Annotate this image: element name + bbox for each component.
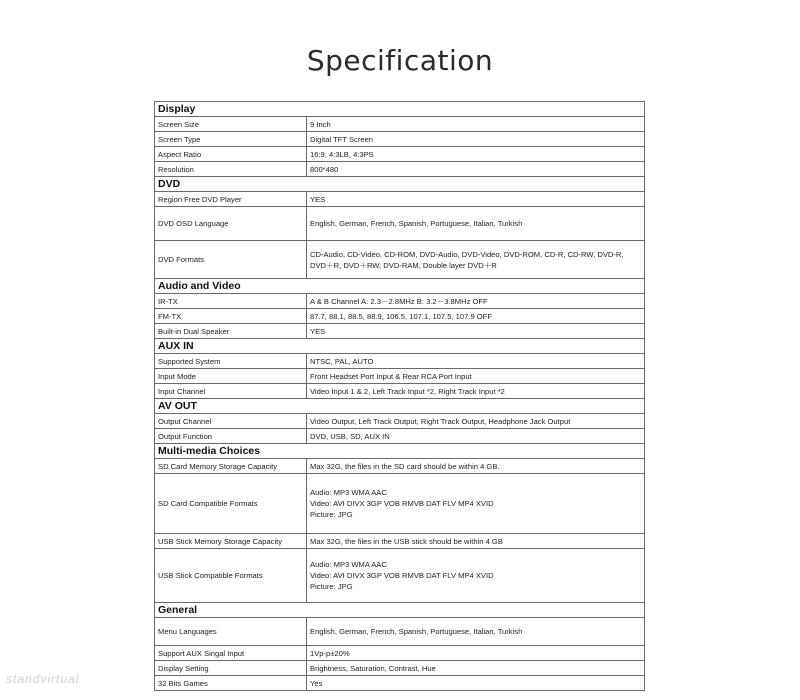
format-line: Video: AVI DIVX 3GP VOB RMVB DAT FLV MP4 XVID: [310, 499, 494, 508]
spec-label: DVD OSD Language: [155, 207, 307, 241]
spec-label: IR-TX: [155, 294, 307, 309]
table-row: [155, 162, 645, 177]
spec-value: 9 Inch: [307, 117, 645, 132]
spec-value: Max 32G, the files in the USB stick should be within 4 GB: [307, 534, 645, 549]
spec-value: Yes: [307, 676, 645, 691]
spec-label: USB Stick Compatible Formats: [155, 549, 307, 603]
spec-value: Video Input 1 & 2, Left Track Input *2, Right Track Input *2: [307, 384, 645, 399]
table-row: [155, 241, 645, 279]
format-line: Video: AVI DIVX 3GP VOB RMVB DAT FLV MP4 XVID: [310, 571, 494, 580]
spec-label: Screen Size: [155, 117, 307, 132]
spec-label: Aspect Ratio: [155, 147, 307, 162]
spec-value: A & B Channel A: 2.3－2.8MHz B: 3.2－3.8MHz OFF: [307, 294, 645, 309]
spec-label: Built-in Dual Speaker: [155, 324, 307, 339]
spec-label: Supported System: [155, 354, 307, 369]
spec-label: SD Card Compatible Formats: [155, 474, 307, 534]
spec-label: Input Channel: [155, 384, 307, 399]
table-row: [155, 294, 645, 309]
table-row: [155, 661, 645, 676]
section-header: Display: [155, 102, 645, 117]
section-header: Multi-media Choices: [155, 444, 645, 459]
table-row: [155, 534, 645, 549]
table-row: [155, 549, 645, 603]
format-line: Audio: MP3 WMA AAC: [310, 488, 387, 497]
spec-label: Menu Languages: [155, 618, 307, 646]
spec-value: YES: [307, 192, 645, 207]
section-header: AV OUT: [155, 399, 645, 414]
section-header: General: [155, 603, 645, 618]
spec-label: Input Mode: [155, 369, 307, 384]
table-row: [155, 132, 645, 147]
spec-value: Front Headset Port Input & Rear RCA Port Input: [307, 369, 645, 384]
format-line: Audio: MP3 WMA AAC: [310, 560, 387, 569]
spec-value: 87.7, 88.1, 88.5, 88.9, 106.5, 107.1, 107.5, 107.9 OFF: [307, 309, 645, 324]
spec-value: CD-Audio, CD-Video, CD-ROM, DVD-Audio, DVD-Video, DVD-ROM, CD-R, CD-RW, DVD-R, DVD＋R, DVD＋RW, DVD-RAM, Double layer DVD＋R: [307, 241, 645, 279]
spec-label: SD Card Memory Storage Capacity: [155, 459, 307, 474]
table-row: [155, 324, 645, 339]
spec-label: DVD Formats: [155, 241, 307, 279]
spec-value: English, German, French, Spanish, Portuguese, Italian, Turkish: [307, 207, 645, 241]
spec-label: Screen Type: [155, 132, 307, 147]
table-row: [155, 117, 645, 132]
table-row: [155, 646, 645, 661]
spec-label: Resolution: [155, 162, 307, 177]
spec-label: Region Free DVD Player: [155, 192, 307, 207]
spec-table: [154, 101, 645, 691]
spec-value: [307, 549, 645, 603]
table-row: [155, 384, 645, 399]
table-row: [155, 618, 645, 646]
table-row: [155, 207, 645, 241]
spec-value: YES: [307, 324, 645, 339]
table-row: [155, 147, 645, 162]
table-row: [155, 459, 645, 474]
spec-value: 800*480: [307, 162, 645, 177]
section-header: AUX IN: [155, 339, 645, 354]
table-row: [155, 354, 645, 369]
spec-label: FM-TX: [155, 309, 307, 324]
section-header: Audio and Video: [155, 279, 645, 294]
format-line: Picture: JPG: [310, 582, 353, 591]
spec-label: Display Setting: [155, 661, 307, 676]
table-row: [155, 414, 645, 429]
spec-value: Digital TFT Screen: [307, 132, 645, 147]
spec-value: 16:9, 4:3LB, 4:3PS: [307, 147, 645, 162]
spec-label: Output Channel: [155, 414, 307, 429]
spec-value: NTSC, PAL, AUTO: [307, 354, 645, 369]
table-row: [155, 676, 645, 691]
spec-value: DVD, USB, SD, AUX IN: [307, 429, 645, 444]
spec-value: [307, 474, 645, 534]
spec-label: Support AUX Singal Input: [155, 646, 307, 661]
table-row: [155, 474, 645, 534]
table-row: [155, 309, 645, 324]
format-line: Picture: JPG: [310, 510, 353, 519]
spec-label: 32 Bits Games: [155, 676, 307, 691]
section-header: DVD: [155, 177, 645, 192]
page-title: Specification: [306, 44, 494, 77]
table-row: [155, 192, 645, 207]
table-row: [155, 369, 645, 384]
watermark: standvirtual: [6, 672, 80, 686]
spec-value: 1Vp-p±20%: [307, 646, 645, 661]
spec-value: Max 32G, the files in the SD card should be within 4 GB.: [307, 459, 645, 474]
spec-label: USB Stick Memory Storage Capacity: [155, 534, 307, 549]
table-row: [155, 429, 645, 444]
spec-value: Brightness, Saturation, Contrast, Hue: [307, 661, 645, 676]
spec-value: Video Output, Left Track Output, Right Track Output, Headphone Jack Output: [307, 414, 645, 429]
spec-value: English, German, French, Spanish, Portuguese, Italian, Turkish: [307, 618, 645, 646]
spec-label: Output Function: [155, 429, 307, 444]
